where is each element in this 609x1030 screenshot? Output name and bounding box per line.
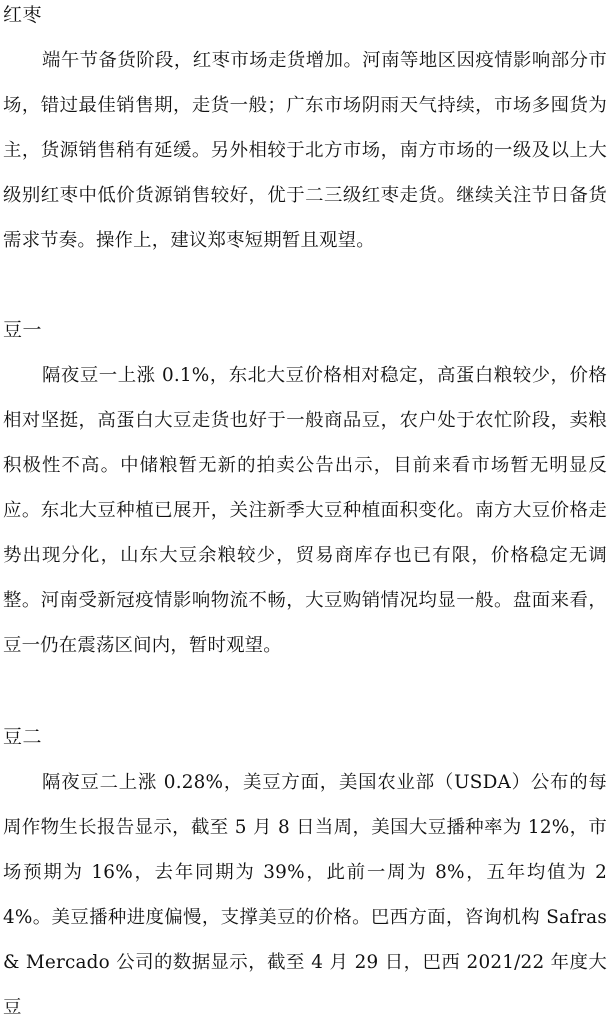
section-heading-douer: 豆二 <box>3 726 43 748</box>
section-paragraph-hongzao: 端午节备货阶段，红枣市场走货增加。河南等地区因疫情影响部分市场，错过最佳销售期，走货一般；广东市场阴雨天气持续，市场多囤货为主，货源销售稍有延缓。另外相较于北方市场，南方市场的一级及以上大级别红枣中低价货源销售较好，优于二三级红枣走货。继续关注节日备货需求节奏。操作上，建议郑枣短期暂且观望。 <box>3 50 607 251</box>
section-paragraph-douyi: 隔夜豆一上涨 0.1%，东北大豆价格相对稳定，高蛋白粮较少，价格相对坚挺，高蛋白大豆走货也好于一般商品豆，农户处于农忙阶段，卖粮积极性不高。中储粮暂无新的拍卖公告出示，目前来看市场暂无明显反应。东北大豆种植已展开，关注新季大豆种植面积变化。南方大豆价格走势出现分化，山东大豆余粮较少，贸易商库存也已有限，价格稳定无调整。河南受新冠疫情影响物流不畅，大豆购销情况均显一般。盘面来看，豆一仍在震荡区间内，暂时观望。 <box>3 365 607 656</box>
section-paragraph-douer: 隔夜豆二上涨 0.28%，美豆方面，美国农业部（USDA）公布的每周作物生长报告显示，截至 5 月 8 日当周，美国大豆播种率为 12%，市场预期为 16%，去年同期为 39%，此前一周为 8%，五年均值为 24%。美豆播种进度偏慢，支撑美豆的价格。巴西方面，咨询机构 Safras & Mercado 公司的数据显示，截至 4 月 29 日，巴西 2021/22 年度大豆 <box>3 772 607 1018</box>
section-heading-hongzao: 红枣 <box>3 4 43 26</box>
section-heading-douyi: 豆一 <box>3 319 43 341</box>
